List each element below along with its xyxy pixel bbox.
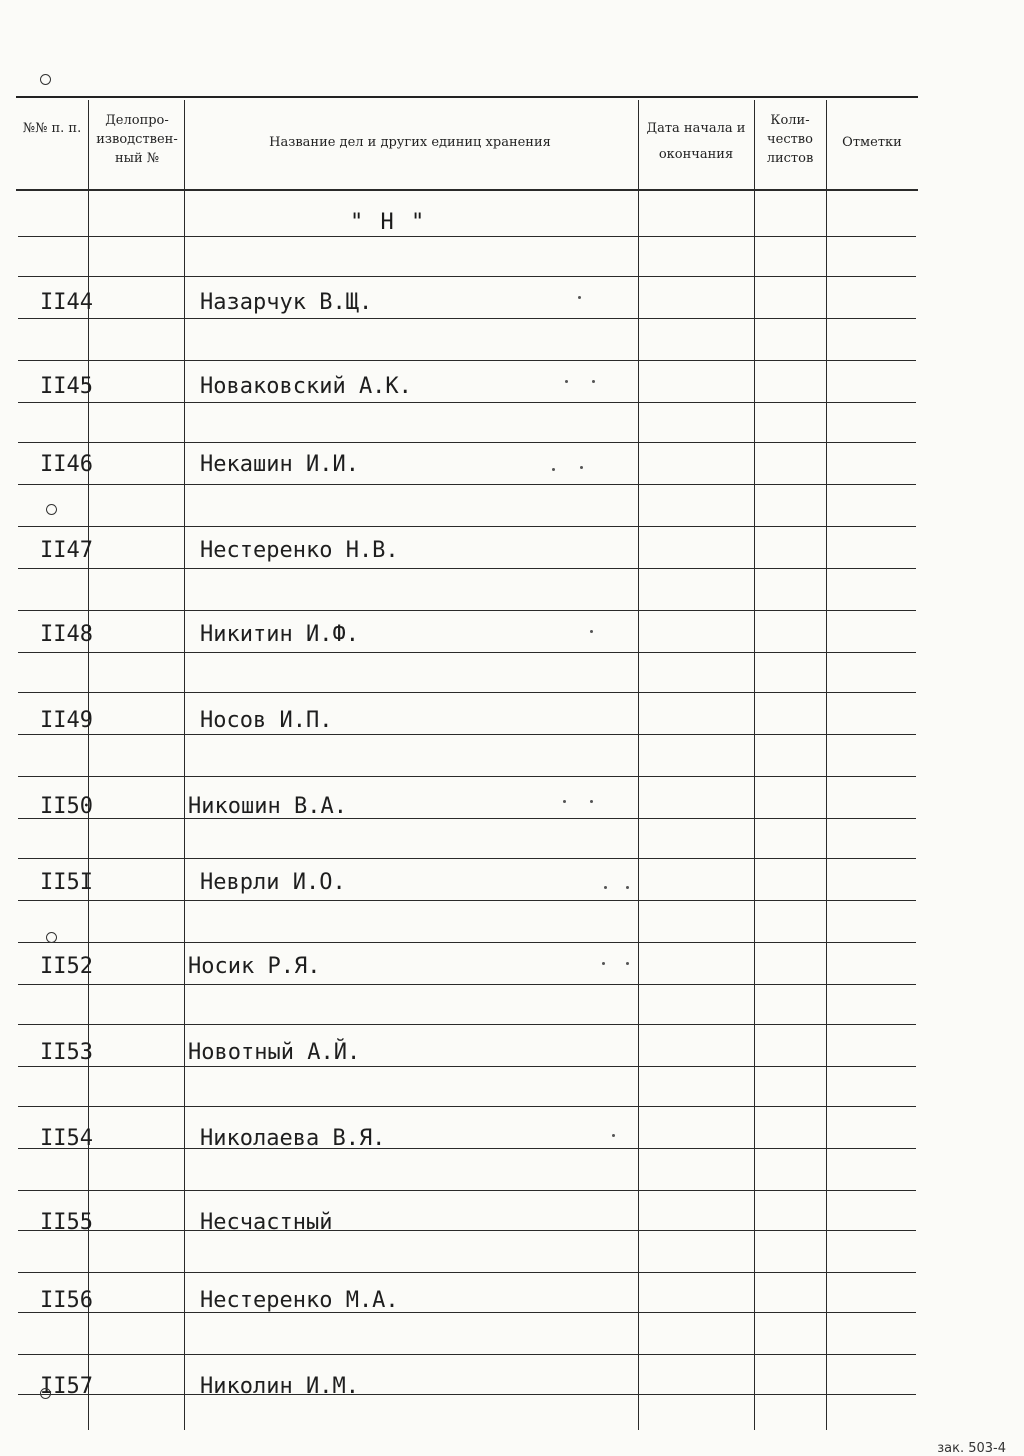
row-name: Николаева В.Я.: [200, 1126, 386, 1151]
header-title: Название дел и других единиц хранения: [269, 135, 551, 150]
header-number: №№ п. п.: [22, 121, 82, 136]
row-rule: [18, 984, 916, 985]
row-rule: [18, 818, 916, 819]
header-top-rule: [16, 96, 918, 98]
row-name: Новотный А.Й.: [188, 1040, 361, 1065]
row-number: II47: [40, 538, 93, 563]
row-number: II5I: [40, 870, 93, 895]
scan-speck: [565, 380, 568, 383]
row-number: II53: [40, 1040, 93, 1065]
margin-mark: [40, 74, 51, 85]
scan-speck: [580, 466, 583, 469]
section-letter: " Н ": [350, 210, 427, 235]
footer-print-mark: зак. 503-4: [937, 1441, 1006, 1456]
scan-speck: [592, 380, 595, 383]
row-rule: [18, 1024, 916, 1025]
row-rule: [18, 236, 916, 237]
row-number: II54: [40, 1126, 93, 1151]
row-name: Некашин И.И.: [200, 452, 359, 477]
row-rule: [18, 652, 916, 653]
scan-speck: [604, 886, 607, 889]
row-name: Назарчук В.Щ.: [200, 290, 373, 315]
row-number: II44: [40, 290, 93, 315]
scan-speck: [612, 1134, 615, 1137]
row-rule: [18, 734, 916, 735]
row-number: II49: [40, 708, 93, 733]
header-office-number: Делопро-изводствен-ный №: [96, 113, 178, 166]
header-bottom-rule: [16, 189, 918, 191]
row-rule: [18, 526, 916, 527]
row-rule: [18, 1148, 916, 1149]
row-number: II46: [40, 452, 93, 477]
scan-speck: [552, 468, 555, 471]
row-number: II55: [40, 1210, 93, 1235]
row-rule: [18, 900, 916, 901]
row-rule: [18, 568, 916, 569]
row-rule: [18, 942, 916, 943]
row-rule: [18, 1394, 916, 1395]
row-rule: [18, 360, 916, 361]
row-rule: [18, 1066, 916, 1067]
header-notes: Отметки: [842, 135, 902, 150]
row-rule: [18, 318, 916, 319]
row-rule: [18, 692, 916, 693]
row-number: II57: [40, 1374, 93, 1399]
row-rule: [18, 858, 916, 859]
row-name: Нестеренко Н.В.: [200, 538, 399, 563]
header-sheets: Коли-чество листов: [766, 113, 814, 166]
row-rule: [18, 776, 916, 777]
header-dates: Дата начала и окончания: [646, 121, 746, 162]
row-number: II52: [40, 954, 93, 979]
scan-speck: [590, 630, 593, 633]
scan-speck: [602, 962, 605, 965]
row-rule: [18, 1106, 916, 1107]
row-number: II48: [40, 622, 93, 647]
row-name: Никошин В.А.: [188, 794, 347, 819]
row-rule: [18, 1354, 916, 1355]
row-rule: [18, 1190, 916, 1191]
row-rule: [18, 1272, 916, 1273]
row-rule: [18, 442, 916, 443]
row-name: Неврли И.О.: [200, 870, 346, 895]
margin-mark: [46, 504, 57, 515]
scan-speck: [563, 800, 566, 803]
row-rule: [18, 402, 916, 403]
row-rule: [18, 484, 916, 485]
row-number: II56: [40, 1288, 93, 1313]
margin-mark: [40, 1388, 51, 1399]
row-name: Носов И.П.: [200, 708, 333, 733]
row-name: Нестеренко М.А.: [200, 1288, 399, 1313]
scan-speck: [626, 962, 629, 965]
row-rule: [18, 276, 916, 277]
row-name: Новаковский А.К.: [200, 374, 412, 399]
row-name: Несчастный: [200, 1210, 333, 1235]
row-rule: [18, 610, 916, 611]
scan-speck: [578, 296, 581, 299]
row-rule: [18, 1312, 916, 1313]
row-number: II45: [40, 374, 93, 399]
row-name: Носик Р.Я.: [188, 954, 321, 979]
scan-speck: [626, 886, 629, 889]
margin-mark: [46, 932, 57, 943]
row-rule: [18, 1230, 916, 1231]
row-number: II50: [40, 794, 93, 819]
scan-speck: [590, 800, 593, 803]
row-name: Никитин И.Ф.: [200, 622, 359, 647]
row-name: Николин И.М.: [200, 1374, 359, 1399]
